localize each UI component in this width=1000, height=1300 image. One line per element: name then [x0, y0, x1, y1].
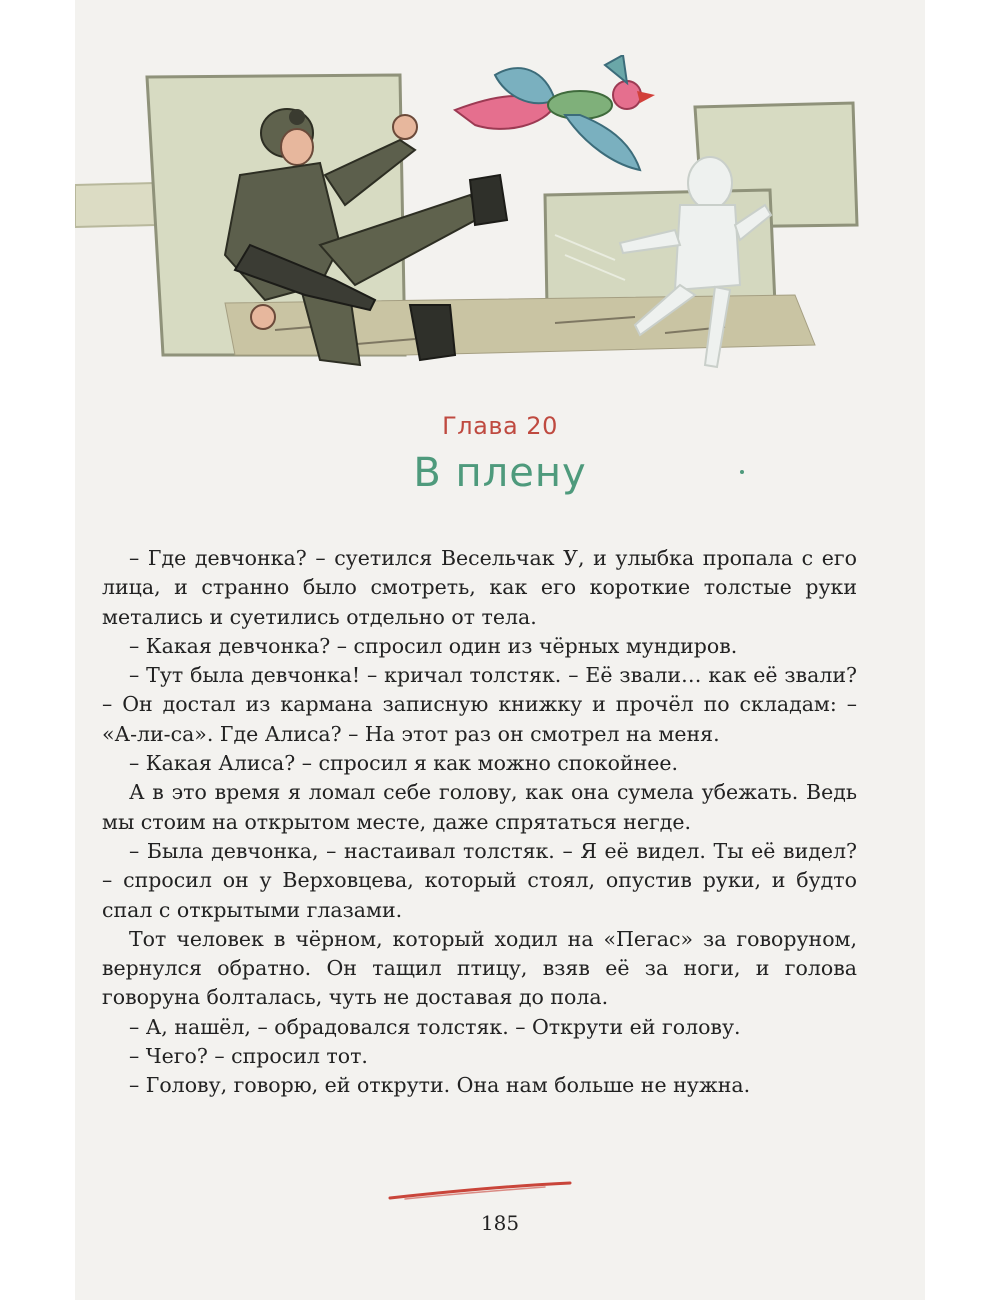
paragraph: – Какая девчонка? – спросил один из чёрных мундиров.: [129, 633, 738, 658]
paragraph: – Какая Алиса? – спросил я как можно спокойнее.: [129, 751, 679, 776]
page-number: 185: [480, 1211, 520, 1235]
parrot-figure: [455, 55, 655, 170]
chapter-illustration: [75, 55, 925, 385]
body-text: [102, 544, 857, 1101]
paragraph: – Чего? – спросил тот.: [129, 1044, 368, 1069]
paragraph: – Где девчонка? – суетился Весельчак У, и улыбка пропала с его лица, и странно было смотреть, как его короткие толстые руки метались и суетились отдельно от тела.: [102, 546, 857, 629]
decorative-divider: [385, 1180, 575, 1204]
chapter-title: В плену: [413, 450, 587, 496]
paragraph: – Тут была девчонка! – кричал толстяк. – Её звали… как её звали? – Он достал из кармана записную книжку и прочёл по складам: – «А-ли-са». Где Алиса? – На этот раз он смотрел на меня.: [102, 663, 857, 746]
chapter-label: Глава 20: [442, 412, 558, 440]
title-ornament-dot: [740, 470, 744, 474]
paragraph: А в это время я ломал себе голову, как она сумела убежать. Ведь мы стоим на открытом месте, даже спрятаться негде.: [102, 780, 857, 834]
paragraph: – А, нашёл, – обрадовался толстяк. – Открути ей голову.: [129, 1014, 741, 1039]
paragraph: – Голову, говорю, ей открути. Она нам больше не нужна.: [129, 1073, 751, 1098]
paragraph: – Была девчонка, – настаивал толстяк. – Я её видел. Ты её видел? – спросил он у Верховцева, который стоял, опустив руки, и будто спал с открытыми глазами.: [102, 838, 857, 922]
paragraph: Тот человек в чёрном, который ходил на «Пегас» за говоруном, вернулся обратно. Он тащил птицу, взяв её за ноги, и голова говоруна болталась, чуть не доставая до пола.: [102, 926, 857, 1010]
book-page: [75, 0, 925, 1300]
